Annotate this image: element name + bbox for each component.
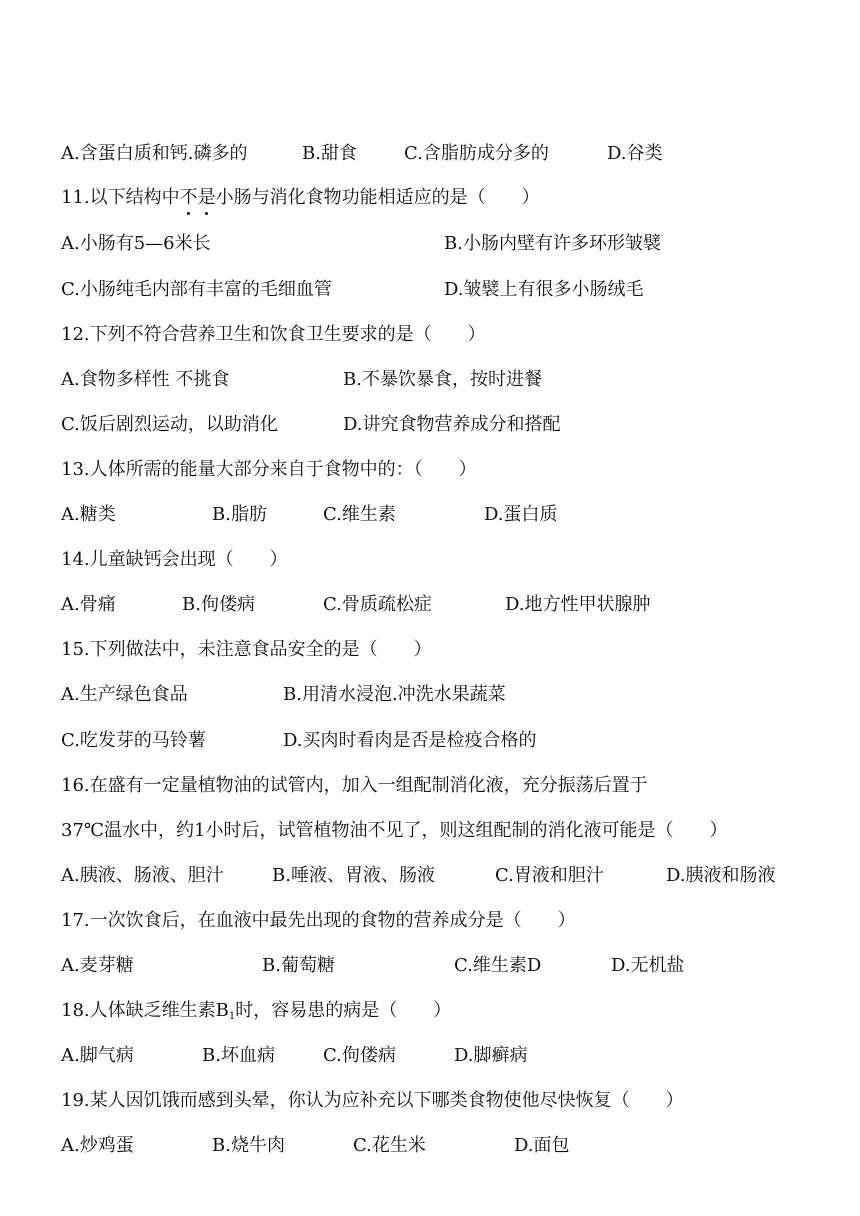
q16-option-a: A.胰液、肠液、胆汁: [61, 865, 224, 886]
q10-option-c: C.含脂肪成分多的: [404, 143, 549, 164]
q12-option-b: B.不暴饮暴食，按时进餐: [343, 369, 542, 390]
q14-option-a: A.骨痛: [61, 594, 116, 615]
q16-option-b: B.唾液、胃液、肠液: [272, 865, 435, 886]
q16-option-c: C.胃液和胆汁: [495, 865, 604, 886]
q13-stem: 13.人体所需的能量大部分来自于食物中的：（ ）: [61, 459, 477, 480]
q10-option-b: B.甜食: [302, 143, 357, 164]
q13-option-c: C.维生素: [323, 504, 396, 525]
q16-stem-line2: 37℃温水中，约1小时后，试管植物油不见了，则这组配制的消化液可能是（ ）: [61, 820, 728, 841]
q11-option-b: B.小肠内壁有许多环形皱襞: [444, 233, 661, 254]
q19-option-b: B.烧牛肉: [212, 1135, 285, 1156]
q10-option-d: D.谷类: [607, 143, 663, 164]
q14-option-d: D.地方性甲状腺肿: [505, 594, 651, 615]
q11-option-d: D.皱襞上有很多小肠绒毛: [444, 279, 644, 300]
q15-option-c: C.吃发芽的马铃薯: [61, 730, 206, 751]
q13-option-d: D.蛋白质: [484, 504, 558, 525]
q16-stem-line1: 16.在盛有一定量植物油的试管内，加入一组配制消化液，充分振荡后置于: [61, 775, 648, 796]
q18-stem: 18.人体缺乏维生素$B_1$时，容易患的病是（ ）: [61, 1000, 452, 1022]
q19-option-a: A.炒鸡蛋: [61, 1135, 134, 1156]
q19-option-d: D.面包: [514, 1135, 570, 1156]
q15-option-a: A.生产绿色食品: [61, 684, 188, 705]
q14-stem: 14.儿童缺钙会出现（ ）: [61, 549, 288, 570]
q17-option-d: D.无机盐: [611, 955, 685, 976]
q13-option-a: A.糖类: [61, 504, 116, 525]
q19-option-c: C.花生米: [353, 1135, 426, 1156]
q10-option-a: A.含蛋白质和钙.磷多的: [61, 143, 248, 164]
q18-option-b: B.坏血病: [202, 1045, 275, 1066]
q14-option-b: B.佝偻病: [182, 594, 255, 615]
q17-option-b: B.葡萄糖: [262, 955, 335, 976]
q15-option-d: D.买肉时看肉是否是检疫合格的: [283, 730, 537, 751]
emphasis-dot-char: 是: [197, 187, 216, 208]
q17-stem: 17.一次饮食后，在血液中最先出现的食物的营养成分是（ ）: [61, 910, 576, 931]
q15-stem: 15.下列做法中，未注意食品安全的是（ ）: [61, 639, 432, 660]
q18-option-d: D.脚癣病: [454, 1045, 528, 1066]
q16-option-d: D.胰液和肠液: [666, 865, 776, 886]
q15-option-b: B.用清水浸泡.冲洗水果蔬菜: [283, 684, 506, 705]
subscript: 1: [228, 1011, 236, 1022]
q11-option-c: C.小肠纯毛内部有丰富的毛细血管: [61, 279, 332, 300]
q11-stem: 11.以下结构中不是小肠与消化食物功能相适应的是（ ）: [61, 187, 540, 208]
q11-option-a: A.小肠有5—6米长: [61, 233, 211, 254]
q14-option-c: C.骨质疏松症: [323, 594, 432, 615]
q17-option-a: A.麦芽糖: [61, 955, 134, 976]
q12-option-d: D.讲究食物营养成分和搭配: [343, 414, 561, 435]
q18-option-c: C.佝偻病: [323, 1045, 396, 1066]
q19-stem: 19.某人因饥饿而感到头晕，你认为应补充以下哪类食物使他尽快恢复（ ）: [61, 1090, 684, 1111]
q12-option-c: C.饭后剧烈运动，以助消化: [61, 414, 278, 435]
q13-option-b: B.脂肪: [212, 504, 267, 525]
emphasis-dot-char: 不: [179, 187, 198, 208]
q18-option-a: A.脚气病: [61, 1045, 134, 1066]
q12-option-a: A.食物多样性 不挑食: [61, 369, 230, 390]
q17-option-c: C.维生素D: [454, 955, 542, 976]
q12-stem: 12.下列不符合营养卫生和饮食卫生要求的是（ ）: [61, 324, 486, 345]
